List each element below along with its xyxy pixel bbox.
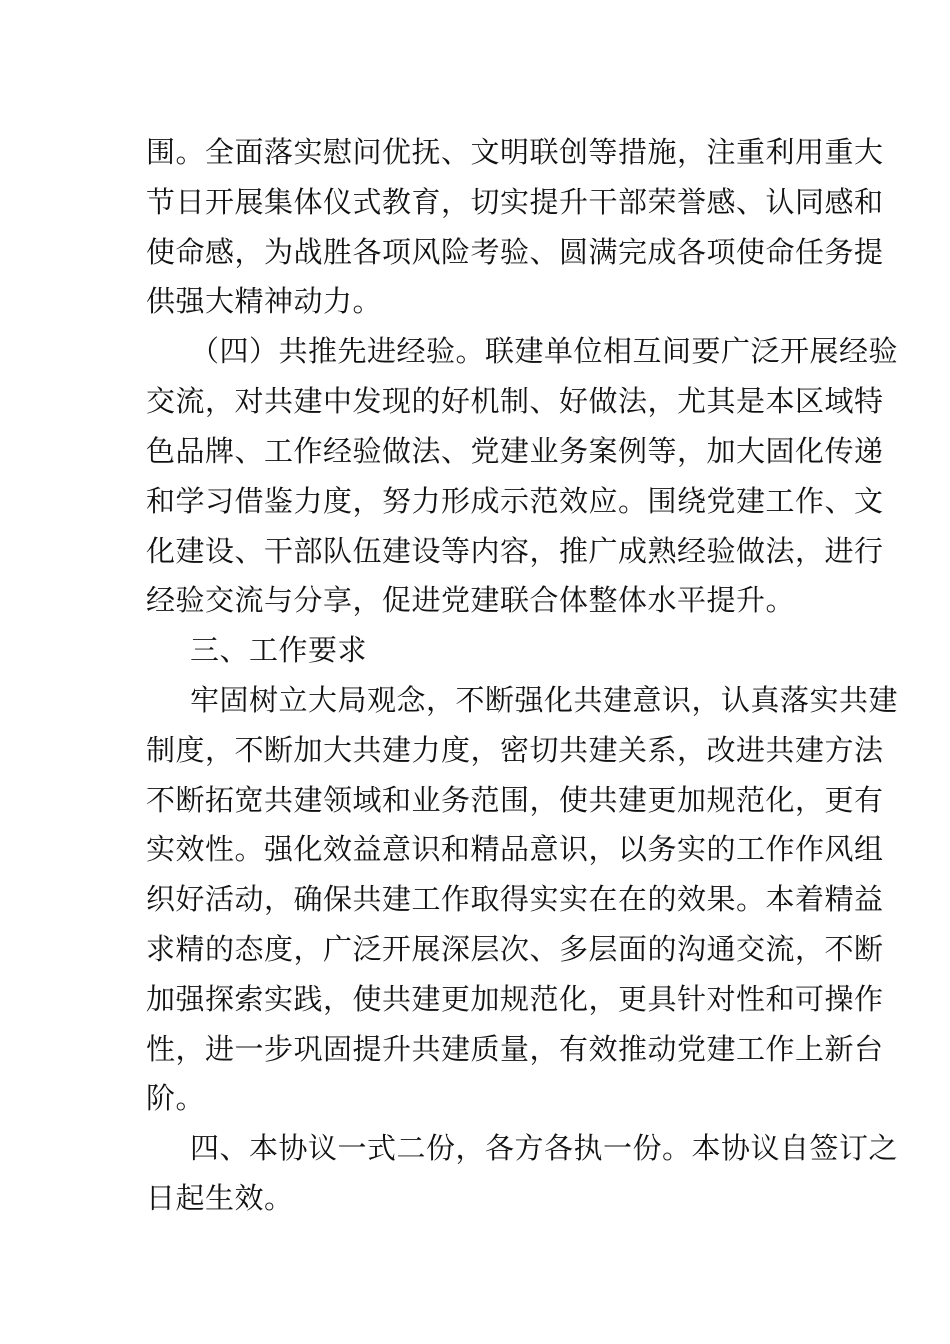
text-line: 供强大精神动力。 bbox=[146, 284, 383, 318]
text-line: 围。全面落实慰问优抚、文明联创等措施，注重利用重大 bbox=[146, 135, 884, 169]
text-line: 加强探索实践，使共建更加规范化，更具针对性和可操作 bbox=[146, 982, 884, 1016]
text-line: 色品牌、工作经验做法、党建业务案例等，加大固化传递 bbox=[146, 434, 884, 468]
text-line: 四、本协议一式二份，各方各执一份。本协议自签订之 bbox=[190, 1131, 899, 1165]
text-line: （四）共推先进经验。联建单位相互间要广泛开展经验 bbox=[190, 334, 899, 368]
text-line: 化建设、干部队伍建设等内容，推广成熟经验做法，进行 bbox=[146, 534, 884, 568]
text-line: 节日开展集体仪式教育，切实提升干部荣誉感、认同感和 bbox=[146, 185, 884, 219]
text-line: 求精的态度，广泛开展深层次、多层面的沟通交流，不断 bbox=[146, 932, 884, 966]
text-line: 交流，对共建中发现的好机制、好做法，尤其是本区域特 bbox=[146, 384, 884, 418]
text-line: 性，进一步巩固提升共建质量，有效推动党建工作上新台 bbox=[146, 1032, 884, 1066]
text-line: 日起生效。 bbox=[146, 1181, 294, 1215]
text-line: 制度，不断加大共建力度，密切共建关系，改进共建方法 bbox=[146, 733, 884, 767]
text-line: 实效性。强化效益意识和精品意识，以务实的工作作风组 bbox=[146, 832, 884, 866]
text-line: 不断拓宽共建领域和业务范围，使共建更加规范化，更有 bbox=[146, 783, 884, 817]
text-line: 经验交流与分享，促进党建联合体整体水平提升。 bbox=[146, 583, 796, 617]
text-line: 织好活动，确保共建工作取得实实在在的效果。本着精益 bbox=[146, 882, 884, 916]
text-line: 阶。 bbox=[146, 1081, 206, 1115]
text-line: 牢固树立大局观念，不断强化共建意识，认真落实共建 bbox=[190, 683, 899, 717]
text-line: 和学习借鉴力度，努力形成示范效应。围绕党建工作、文 bbox=[146, 484, 884, 518]
text-line: 使命感，为战胜各项风险考验、圆满完成各项使命任务提 bbox=[146, 235, 884, 269]
section-heading: 三、工作要求 bbox=[190, 633, 368, 667]
